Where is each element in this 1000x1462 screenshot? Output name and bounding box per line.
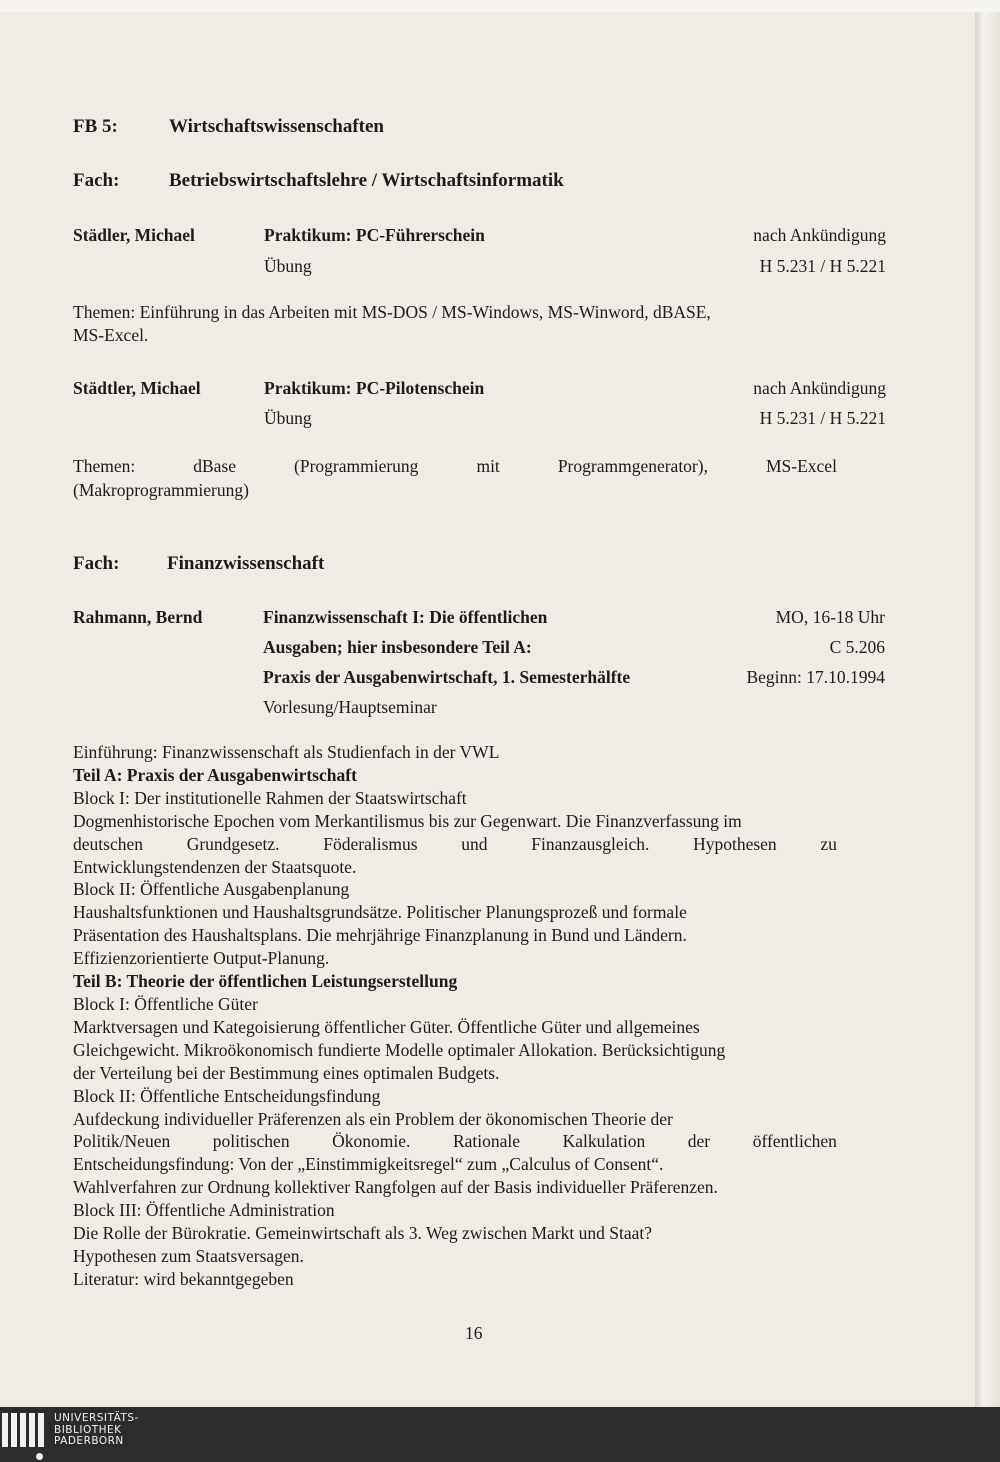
desc-word: Hypothesen [693,833,777,854]
course2-title: Praktikum: PC-Pilotenschein [264,378,485,398]
desc-line: Hypothesen zum Staatsversagen. [73,1245,304,1266]
desc-line: Block III: Öffentliche Administration [73,1200,335,1221]
fach2-label: Fach: [73,553,120,574]
course3-start: Beginn: 17.10.1994 [746,667,885,687]
desc-line: Dogmenhistorische Epochen vom Merkantilismus bis zur Gegenwart. Die Finanzverfassung im [73,810,742,831]
desc-line: Wahlverfahren zur Ordnung kollektiver Rangfolgen auf der Basis individueller Präferenzen. [73,1177,718,1198]
course3-title-line3: Praxis der Ausgabenwirtschaft, 1. Semesterhälfte [263,667,631,687]
book-spine [975,0,1000,1407]
course1-themes-line1: Themen: Einführung in das Arbeiten mit MS-DOS / MS-Windows, MS-Winword, dBASE, [73,302,711,322]
desc-word: Ökonomie. [332,1131,411,1152]
course2-themes-line1 [73,456,837,477]
course2-themes-line2: (Makroprogrammierung) [73,480,249,500]
course3-description [73,741,837,1291]
fach-title: Betriebswirtschaftslehre / Wirtschaftsinformatik [169,170,564,191]
library-logo-dot [36,1453,43,1460]
desc-word: deutschen [73,833,143,854]
themes-word: Programmgenerator), [557,456,708,476]
desc-line: Block I: Der institutionelle Rahmen der Staatswirtschaft [73,787,467,808]
library-logo-icon [2,1413,44,1447]
desc-line [73,833,837,856]
themes-word: (Programmierung [294,456,419,476]
desc-word: Finanzausgleich. [531,833,650,854]
desc-heading: Teil A: Praxis der Ausgabenwirtschaft [73,764,357,785]
page-number: 16 [465,1323,483,1343]
desc-line: der Verteilung bei der Bestimmung eines optimalen Budgets. [73,1062,500,1083]
library-name-line1: UNIVERSITÄTS- [54,1412,139,1424]
course1-type: Übung [264,256,312,276]
fb-label: FB 5: [73,116,118,137]
course3-title-line1: Finanzwissenschaft I: Die öffentlichen [263,607,548,627]
course1-lecturer: Städler, Michael [73,225,195,245]
desc-line: Literatur: wird bekanntgegeben [73,1268,294,1289]
course3-type: Vorlesung/Hauptseminar [263,697,437,717]
fach-label: Fach: [73,170,120,191]
library-name [54,1413,139,1448]
desc-line: Block II: Öffentliche Entscheidungsfindung [73,1085,381,1106]
desc-word: Föderalismus [323,833,418,854]
course2-room: H 5.231 / H 5.221 [759,408,886,428]
themes-word: mit [476,456,500,476]
desc-line: Block I: Öffentliche Güter [73,993,258,1014]
desc-line: Haushaltsfunktionen und Haushaltsgrundsätze. Politischer Planungsprozeß und formale [73,902,687,923]
desc-line: Einführung: Finanzwissenschaft als Studienfach in der VWL [73,742,500,762]
desc-line: Entwicklungstendenzen der Staatsquote. [73,856,357,877]
desc-line: Effizienzorientierte Output-Planung. [73,948,330,969]
themes-word: Themen: [73,456,136,476]
desc-word: Politik/Neuen [73,1131,171,1152]
desc-word: Grundgesetz. [186,833,280,854]
course2-type: Übung [264,408,312,428]
desc-line: Die Rolle der Bürokratie. Gemeinwirtschaft als 3. Weg zwischen Markt und Staat? [73,1223,653,1244]
desc-word: Kalkulation [562,1131,646,1152]
desc-heading: Teil B: Theorie der öffentlichen Leistungserstellung [73,971,458,992]
desc-word: öffentlichen [752,1131,837,1152]
desc-line: Entscheidungsfindung: Von der „Einstimmigkeitsregel“ zum „Calculus of Consent“. [73,1154,664,1175]
course3-room: C 5.206 [829,637,885,657]
fb-title: Wirtschaftswissenschaften [169,116,384,137]
page-top-edge [0,0,1000,12]
desc-line: Gleichgewicht. Mikroökonomisch fundierte Modelle optimaler Allokation. Berücksichtigung [73,1039,726,1060]
course1-themes-line2: MS-Excel. [73,325,149,345]
library-name-line3: PADERBORN [54,1435,124,1447]
course1-room: H 5.231 / H 5.221 [759,256,886,276]
course1-title: Praktikum: PC-Führerschein [264,225,485,245]
desc-word: zu [820,833,837,854]
fach2-title: Finanzwissenschaft [167,553,325,574]
course1-time: nach Ankündigung [753,225,886,245]
desc-line: Präsentation des Haushaltsplans. Die mehrjährige Finanzplanung in Bund und Ländern. [73,925,687,946]
desc-line: Aufdeckung individueller Präferenzen als ein Problem der ökonomischen Theorie der [73,1108,673,1129]
course2-time: nach Ankündigung [753,378,886,398]
course3-time: MO, 16-18 Uhr [775,607,885,627]
library-name-line2: BIBLIOTHEK [54,1423,122,1436]
course3-title-line2: Ausgaben; hier insbesondere Teil A: [263,637,532,657]
themes-word: dBase [193,456,236,476]
desc-line: Marktversagen und Kategoisierung öffentlicher Güter. Öffentliche Güter und allgemeines [73,1016,700,1037]
course2-lecturer: Städtler, Michael [73,378,201,398]
desc-word: und [461,833,488,854]
desc-word: politischen [212,1131,290,1152]
course3-lecturer: Rahmann, Bernd [73,607,203,627]
themes-word: MS-Excel [765,456,837,476]
desc-word: der [687,1131,711,1152]
desc-line [73,1130,837,1153]
desc-word: Rationale [452,1131,521,1152]
library-bar [0,1407,1000,1462]
desc-line: Block II: Öffentliche Ausgabenplanung [73,879,350,900]
